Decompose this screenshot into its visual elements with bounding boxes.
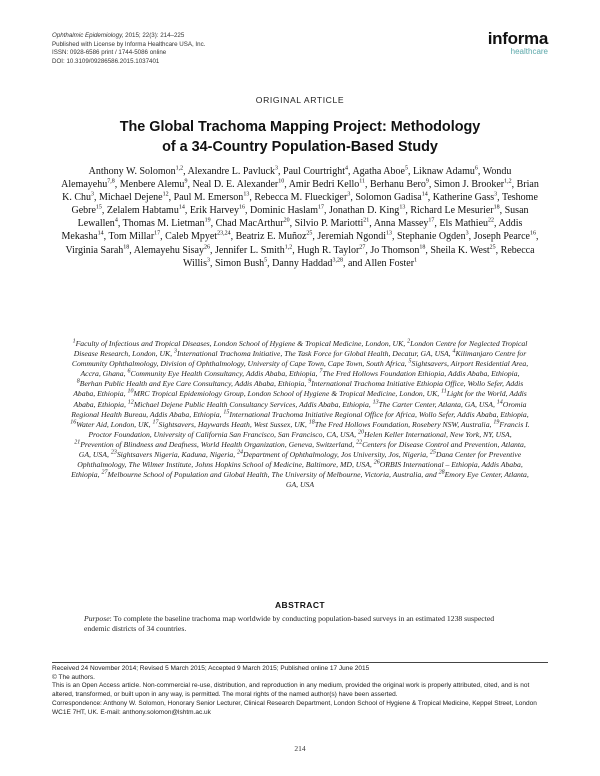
affiliation-text: Prevention of Blindness and Deafness, World Health Organization, Geneva, Switzerland, <box>80 439 355 449</box>
author-name: Tom Millar <box>108 231 155 243</box>
author-affiliation-marker: 3 <box>206 257 210 264</box>
author-name: Wondu Alemayehu <box>61 166 512 191</box>
author-name: Jennifer L. Smith <box>214 244 285 256</box>
journal-meta <box>52 32 205 66</box>
issn-line: ISSN: 0928-6586 print / 1744-5086 online <box>52 49 167 57</box>
author-affiliation-marker: 20 <box>283 218 290 225</box>
affiliation-text: Michael Dejene Public Health Consultancy Services, Addis Ababa, Ethiopia, <box>133 399 371 409</box>
affiliation-list <box>68 339 532 490</box>
author-affiliation-marker: 11 <box>359 178 366 185</box>
affiliation <box>70 420 150 429</box>
author <box>120 179 188 190</box>
author-affiliation-marker: 9 <box>184 178 188 185</box>
author <box>272 258 343 269</box>
author-name: Susan Lewallen <box>77 205 529 230</box>
affiliation-marker: 26 <box>373 459 380 466</box>
author <box>352 166 408 177</box>
author-name: Simon J. Brooker <box>433 179 505 191</box>
author-affiliation-marker: 1,2 <box>284 244 293 251</box>
affiliation-text: Department of Ophthalmology, Jos University, Jos, Nigeria, <box>243 450 428 460</box>
author-affiliation-marker: 3,28 <box>332 257 343 264</box>
author-affiliation-marker: 17 <box>318 204 325 211</box>
author-affiliation-marker: 3 <box>91 191 94 198</box>
author-name: Liknaw Adamu <box>412 166 475 177</box>
author <box>188 166 278 177</box>
affiliation <box>102 470 437 479</box>
author <box>215 258 267 269</box>
author <box>190 205 245 216</box>
publisher-line: Published with License by Informa Healthcare USA, Inc. <box>52 40 206 48</box>
author <box>236 231 313 242</box>
author <box>430 245 495 256</box>
author-name: Amir Bedri Kello <box>288 179 360 191</box>
author <box>174 192 250 203</box>
author-affiliation-marker: 13 <box>386 231 392 238</box>
affiliation <box>128 400 371 409</box>
affiliation-text: Sightsavers, Haywards Heath, West Sussex, UK, <box>158 419 307 429</box>
author-name: Silvio P. Mariotti <box>294 218 364 230</box>
affiliation-text: London Centre for Neglected Tropical Disease Research, London, UK, <box>73 339 528 359</box>
author <box>65 245 129 256</box>
author-affiliation-marker: 21 <box>363 218 370 225</box>
affiliation-marker: 21 <box>74 439 81 446</box>
paper-title <box>60 117 540 157</box>
author-name: Jo Thomson <box>370 244 420 256</box>
author-affiliation-marker: 13 <box>399 204 406 211</box>
author <box>297 245 365 256</box>
author-conjunction: and <box>347 257 363 269</box>
author-name: Els Mathieu <box>439 218 489 230</box>
author-name: Chad MacArthur <box>215 218 284 230</box>
affiliation-marker: 11 <box>441 388 447 395</box>
author-name: Alexandre L. Pavluck <box>187 166 276 177</box>
affiliation-marker: 9 <box>308 378 312 385</box>
affiliation-marker: 17 <box>152 419 159 426</box>
affiliation-text: Light for the World, Addis Ababa, Ethiopia, <box>73 389 527 409</box>
affiliation-marker: 5 <box>408 358 412 365</box>
affiliation <box>223 410 528 419</box>
publisher-logo <box>488 30 548 56</box>
author <box>413 166 478 177</box>
author <box>364 258 417 269</box>
article-type: ORIGINAL ARTICLE <box>255 95 345 105</box>
author-name: Agatha Aboe <box>352 166 405 177</box>
author-affiliation-marker: 25 <box>489 244 496 251</box>
affiliation-marker: 13 <box>372 399 379 405</box>
author <box>410 205 499 216</box>
affiliation-text: Centers for Disease Control and Prevention, Atlanta, GA, USA, <box>78 439 526 460</box>
author <box>355 192 427 203</box>
author <box>474 231 536 242</box>
author-affiliation-marker: 16 <box>529 231 536 238</box>
abstract-purpose-text: : To complete the baseline trachoma map worldwide by conducting population-based surveys in an estimated 1238 suspected endemic districts of 34 countries. <box>84 614 495 634</box>
affiliation-marker: 25 <box>429 449 436 456</box>
author <box>433 192 497 203</box>
author-name: Jeremiah Ngondi <box>317 231 386 243</box>
author-affiliation-marker: 16 <box>238 204 245 211</box>
author <box>134 245 210 256</box>
author-name: Allen Foster <box>364 257 415 269</box>
author-name: Richard Le Mesurier <box>410 205 494 217</box>
author-affiliation-marker: 23,24 <box>217 231 231 238</box>
affiliation <box>127 389 439 398</box>
author-name: Dominic Haslam <box>249 205 319 217</box>
author-affiliation-marker: 1,2 <box>504 178 512 185</box>
footnote-divider <box>52 662 548 663</box>
journal-volume: 2015; 22(3): 214–225 <box>123 32 185 39</box>
journal-citation <box>52 32 205 41</box>
affiliation-marker: 2 <box>407 338 411 345</box>
author-affiliation-marker: 3 <box>465 231 469 238</box>
affiliation-marker: 24 <box>237 449 244 456</box>
author-affiliation-marker: 19 <box>204 218 211 225</box>
affiliation-text: ORBIS International – Ethiopia, Addis Ababa, Ethiopia, <box>71 460 523 480</box>
affiliation-text: MRC Tropical Epidemiology Group, London School of Hygiene & Tropical Medicine, London, UK, <box>133 389 440 399</box>
author-name: Sheila K. West <box>430 244 490 256</box>
author-affiliation-marker: 7,8 <box>107 178 115 185</box>
journal-name: Ophthalmic Epidemiology, <box>52 32 124 39</box>
author <box>250 205 324 216</box>
abstract-purpose-label: Purpose <box>84 614 110 623</box>
author-affiliation-marker: 12 <box>162 191 169 198</box>
paper-title-line-1: The Global Trachoma Mapping Project: Methodology <box>119 119 481 135</box>
author <box>123 218 211 229</box>
affiliation-marker: 27 <box>101 469 108 476</box>
affiliation-marker: 4 <box>452 348 456 355</box>
author-affiliation-marker: 9 <box>425 178 429 185</box>
author-affiliation-marker: 14 <box>421 191 428 198</box>
author-affiliation-marker: 18 <box>493 204 500 211</box>
author-name: Paul M. Emerson <box>173 192 244 204</box>
correspondence-text: Correspondence: Anthony W. Solomon, Honorary Senior Lecturer, Clinical Research Department, London School of Hygiene & Tropical Medicine, Keppel Street, London WC1E 7HT, UK. E-mail: anthony.solomon@lshtm.ac.uk <box>52 699 537 716</box>
affiliation <box>309 420 492 429</box>
author <box>434 179 512 190</box>
author <box>370 245 425 256</box>
affiliation <box>73 339 406 348</box>
affiliation-text: The Fred Hollows Foundation, Rosebery NSW, Australia, <box>314 419 492 429</box>
author-affiliation-marker: 1,2 <box>175 165 184 172</box>
author <box>165 231 230 242</box>
paper-title-line-2: of a 34-Country Population-Based Study <box>162 139 438 155</box>
copyright-line: © The authors. <box>52 673 95 681</box>
author-name: Solomon Gadisa <box>355 192 422 204</box>
affiliation-marker: 12 <box>127 399 134 405</box>
affiliation-marker: 23 <box>110 449 117 456</box>
affiliation-text: International Trachoma Initiative Regional Office for Africa, Wollo Sefer, Addis Ababa, Ethiopia, <box>229 409 529 419</box>
author-affiliation-marker: 10 <box>278 178 285 185</box>
affiliation-text: The Carter Center, Atlanta, GA, USA, <box>378 399 495 409</box>
license-text: This is an Open Access article. Non-commercial re-use, distribution, and reproduction in any medium, provided the original work is properly attributed, cited, and is not altered, transformed, or built upon in any way, is permitted. The moral rights of the named author(s) have been asserted. <box>52 682 530 699</box>
affiliation-marker: 18 <box>308 419 315 426</box>
affiliation <box>77 379 306 388</box>
author-affiliation-marker: 4 <box>345 165 348 172</box>
author-affiliation-marker: 3 <box>275 165 279 172</box>
author-name: Michael Dejene <box>99 192 163 204</box>
author-name: Teshome Gebre <box>71 192 538 217</box>
affiliation-marker: 16 <box>70 419 77 426</box>
author-affiliation-marker: 18 <box>123 244 130 251</box>
affiliation-text: Francis I. Proctor Foundation, University of California San Francisco, San Francisco, CA, USA, <box>88 419 530 439</box>
author-name: Beatriz E. Muñoz <box>235 231 307 243</box>
affiliation <box>111 450 235 459</box>
footnotes <box>52 665 548 717</box>
affiliation <box>319 369 519 378</box>
author-affiliation-marker: 3 <box>494 191 498 198</box>
affiliation-text: Helen Keller International, New York, NY, USA, <box>363 429 512 439</box>
logo-brand: informa <box>487 29 548 48</box>
affiliation-marker: 10 <box>127 388 134 395</box>
affiliation <box>174 349 451 358</box>
author <box>397 231 469 242</box>
affiliation-text: Water Aid, London, UK, <box>76 419 151 429</box>
author-name: Katherine Gass <box>432 192 495 204</box>
author-name: Jonathan D. King <box>329 205 400 217</box>
author-name: Zelalem Habtamu <box>106 205 179 217</box>
affiliation <box>74 440 354 449</box>
author-name: Simon Bush <box>214 257 265 269</box>
author <box>108 231 160 242</box>
affiliation-marker: 22 <box>356 439 363 446</box>
author-affiliation-marker: 18 <box>419 244 426 251</box>
logo-subtitle: healthcare <box>510 47 548 56</box>
affiliation-marker: 3 <box>174 348 177 355</box>
author <box>374 218 435 229</box>
affiliation-marker: 7 <box>319 368 323 375</box>
author-affiliation-marker: 1 <box>414 257 418 264</box>
author-name: Menbere Alemu <box>119 179 185 191</box>
author-name: Alemayehu Sisay <box>133 244 204 256</box>
affiliation <box>153 420 307 429</box>
author-name: Danny Haddad <box>272 257 333 269</box>
affiliation-marker: 15 <box>223 409 230 416</box>
affiliation-marker: 28 <box>438 469 445 476</box>
affiliation-text: Oromia Regional Health Bureau, Addis Ababa, Ethiopia, <box>71 399 527 419</box>
author-affiliation-marker: 17 <box>428 218 435 225</box>
affiliation-text: Faculty of Infectious and Tropical Diseases, London School of Hygiene & Tropical Medicine, London, UK, <box>75 339 406 348</box>
author-name: Rebecca Willis <box>182 244 535 269</box>
author-affiliation-marker: 22 <box>488 218 495 225</box>
author-affiliation-marker: 3 <box>347 191 351 198</box>
author-name: Virginia Sarah <box>65 244 124 256</box>
affiliation-text: International Trachoma Initiative Ethiopia Office, Wollo Sefer, Addis Ababa, Ethiopia, <box>73 379 524 399</box>
author <box>254 192 350 203</box>
author-affiliation-marker: 25 <box>306 231 313 238</box>
author-affiliation-marker: 14 <box>97 231 104 238</box>
affiliation-marker: 14 <box>496 399 503 405</box>
affiliation-text: Berhan Public Health and Eye Care Consultancy, Addis Ababa, Ethiopia, <box>79 379 307 389</box>
author <box>317 231 392 242</box>
author <box>215 245 292 256</box>
author-affiliation-marker: 4 <box>114 218 118 225</box>
affiliation-text: International Trachoma Initiative, The Task Force for Global Health, Decatur, GA, USA, <box>177 349 451 359</box>
author-name: Erik Harvey <box>189 205 239 217</box>
author <box>283 166 348 177</box>
author-name: Brian K. Chu <box>62 179 539 204</box>
affiliation-marker: 1 <box>72 338 76 345</box>
author-affiliation-marker: 27 <box>359 244 366 251</box>
author-affiliation-marker: 26 <box>203 244 210 251</box>
author-name: Rebecca M. Flueckiger <box>254 192 348 204</box>
affiliation <box>237 450 428 459</box>
author <box>370 179 429 190</box>
author-affiliation-marker: 5 <box>404 165 408 172</box>
author-affiliation-marker: 13 <box>243 191 250 198</box>
affiliation <box>373 400 495 409</box>
affiliation-marker: 6 <box>127 368 131 375</box>
author <box>439 218 494 229</box>
author <box>192 179 284 190</box>
author-name: Joseph Pearce <box>473 231 530 243</box>
affiliation-text: Emory Eye Center, Atlanta, GA, USA <box>285 470 529 490</box>
affiliation-text: Dana Center for Preventive Ophthalmology, The Wilmer Institute, Johns Hopkins School of Medicine, Baltimore, MD, USA, <box>77 450 522 470</box>
affiliation-marker: 20 <box>357 429 364 436</box>
affiliation-text: Melbourne School of Population and Global Health, The University of Melbourne, Victoria, Australia, and <box>107 470 437 480</box>
author-name: Stephanie Ogden <box>397 231 466 243</box>
author-name: Berhanu Bero <box>370 179 426 191</box>
author <box>99 192 169 203</box>
affiliation-marker: 8 <box>76 378 80 385</box>
author <box>216 218 290 229</box>
author-name: Anthony W. Solomon <box>88 166 176 177</box>
author-name: Thomas M. Lietman <box>122 218 205 230</box>
affiliation-marker: 19 <box>493 419 500 426</box>
author-affiliation-marker: 14 <box>178 204 185 211</box>
affiliation-text: Kilimanjaro Centre for Community Ophthalmology, Division of Ophthalmology, University of Cape Town, Cape Town, South Africa, <box>71 349 527 369</box>
author-name: Neal D. E. Alexander <box>192 179 279 191</box>
doi-line: DOI: 10.3109/09286586.2015.1037401 <box>52 57 160 65</box>
author-name: Paul Courtright <box>283 166 345 177</box>
affiliation-text: The Fred Hollows Foundation Ethiopia, Addis Ababa, Ethiopia, <box>322 369 520 379</box>
author-name: Addis Mekasha <box>61 218 523 243</box>
page-number: 214 <box>294 744 306 753</box>
author <box>295 218 370 229</box>
author-name: Hugh R. Taylor <box>297 244 360 256</box>
author <box>329 205 405 216</box>
abstract-body <box>84 614 516 634</box>
author-affiliation-marker: 17 <box>154 231 161 238</box>
author-name: Anna Massey <box>373 218 429 230</box>
received-dates: Received 24 November 2014; Revised 5 March 2015; Accepted 9 March 2015; Published online 17 June 2015 <box>52 665 370 672</box>
affiliation <box>358 430 512 439</box>
affiliation-text: Sightsavers Nigeria, Kaduna, Nigeria, <box>116 450 236 460</box>
affiliation <box>127 369 317 378</box>
author <box>289 179 365 190</box>
author <box>89 166 183 177</box>
author <box>107 205 185 216</box>
author-list: Anthony W. Solomon$^{1,2}$, Alexandre L. Pavluck$^3$, Paul Courtright$^4$, Agatha Aboe$^5$, Liknaw Adamu$^6$, Wondu Alemayehu$^{7,8}$, Menbere Alemu$^9$, Neal D. E. Alexander$^{10}$, Amir Bedri Kello$^{11}$, Berhanu Bero$^9$, Simon J. Brooker$^{1,2}$, Brian K. Chu$^3$, Michael Dejene$^{12}$, Paul M. Emerson$^{13}$, Rebecca M. Flueckiger$^3$, Solomon Gadisa$^{14}$, Katherine Gass$^3$, Teshome Gebre$^{15}$, Zelalem Habtamu$^{14}$, Erik Harvey$^{16}$, Dominic Haslam$^{17}$, Jonathan D. King$^{13}$, Richard Le Mesurier$^{18}$, Susan Lewallen$^4$, Thomas M. Lietman$^{19}$, Chad MacArthur$^{20}$, Silvio P. Mariotti$^{21}$, Anna Massey$^{17}$, Els Mathieu$^{22}$, Addis Mekasha$^{14}$, Tom Millar$^{17}$, Caleb Mpyet$^{23,24}$, Beatriz E. Muñoz$^{25}$, Jeremiah Ngondi$^{13}$, Stephanie Ogden$^3$, Joseph Pearce$^{16}$, Virginia Sarah$^{18}$, Alemayehu Sisay$^{26}$, Jennifer L. Smith$^{1,2}$, Hugh R. Taylor$^{27}$, Jo Thomson$^{18}$, Sheila K. West$^{25}$, Rebecca Willis$^3$, Simon Bush$^5$, Danny Haddad$^{3,28}$, and Allen Foster$^1$ <box>61 165 539 269</box>
author-affiliation-marker: 5 <box>264 257 268 264</box>
author-name: Caleb Mpyet <box>165 231 218 243</box>
author-affiliation-marker: 15 <box>95 204 102 211</box>
author-affiliation-marker: 6 <box>474 165 478 172</box>
affiliation-text: Sightsavers, Airport Residential Area, Accra, Ghana, <box>80 359 529 379</box>
affiliation-text: Community Eye Health Consultancy, Addis Ababa, Ethiopia, <box>130 369 318 379</box>
abstract-heading: ABSTRACT <box>275 600 325 610</box>
